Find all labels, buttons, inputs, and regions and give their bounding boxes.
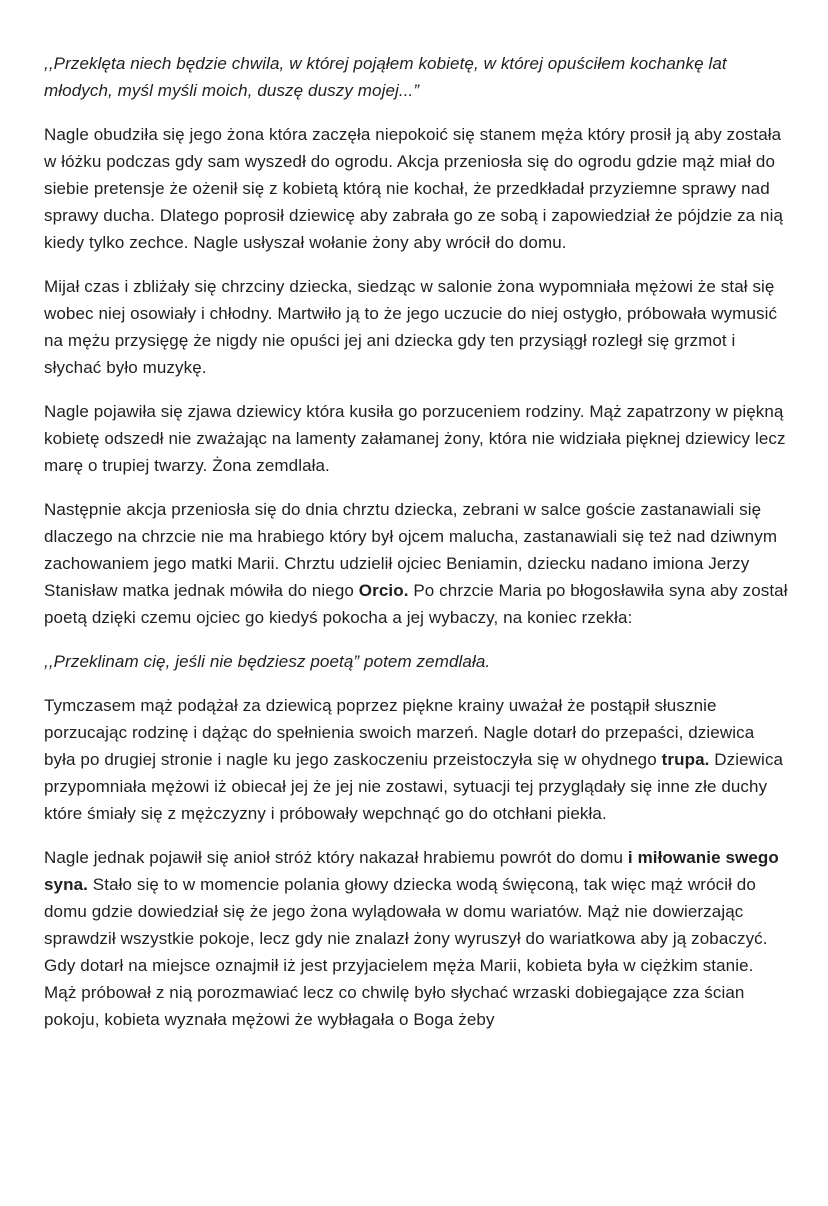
text-run: Nagle obudziła się jego żona która zaczęła niepokoić się stanem męża który prosił ją aby została w łóżku podczas gdy sam wyszedł do ogrodu. Akcja przeniosła się do ogrodu gdzie mąż miał do siebie pretensje że ożenił się z kobietą którą nie kochał, że przedkładał przyziemne sprawy nad sprawy ducha. Dlatego poprosił dziewicę aby zabrała go ze sobą i zapowiedział że pójdzie za nią kiedy tylko zechce. Nagle usłyszał wołanie żony aby wrócił do domu. xyxy=(44,125,784,252)
bold-text-run: Orcio. xyxy=(358,581,409,600)
paragraph xyxy=(44,844,790,1033)
quote-paragraph xyxy=(44,648,790,675)
text-run: Tymczasem mąż podążał za dziewicą poprzez piękne krainy uważał że postąpił słusznie porzucając rodzinę i dążąc do spełnienia swoich marzeń. Nagle dotarł do przepaści, dziewica była po drugiej stronie i nagle ku jego zaskoczeniu przeistoczyła się w ohydnego xyxy=(44,696,755,769)
text-run: Stało się to w momencie polania głowy dziecka wodą święconą, tak więc mąż wrócił do domu gdzie dowiedział się że jego żona wylądowała w domu wariatów. Mąż nie dowierzając sprawdził wszystkie pokoje, lecz gdy nie znalazł żony wyruszył do wariatkowa aby ją zobaczyć. Gdy dotarł na miejsce oznajmił iż jest przyjacielem męża Marii, kobieta była w ciężkim stanie. Mąż próbował z nią porozmawiać lecz co chwilę było słychać wrzaski dobiegające zza ścian pokoju, kobieta wyznała mężowi że wybłagała o Boga żeby xyxy=(44,875,768,1029)
quote-paragraph xyxy=(44,50,790,104)
text-run: Nagle pojawiła się zjawa dziewicy która kusiła go porzuceniem rodziny. Mąż zapatrzony w piękną kobietę odszedł nie zważając na lamenty załamanej żony, która nie widziała pięknej dziewicy lecz marę o trupiej twarzy. Żona zemdlała. xyxy=(44,402,786,475)
text-run: Następnie akcja przeniosła się do dnia chrztu dziecka, zebrani w salce goście zastanawiali się dlaczego na chrzcie nie ma hrabiego który był ojcem malucha, zastanawiali się też nad dziwnym zachowaniem jego matki Marii. Chrztu udzielił ojciec Beniamin, dziecku nadano imiona Jerzy Stanisław matka jednak mówiła do niego xyxy=(44,500,778,600)
paragraph xyxy=(44,398,790,479)
text-run: Mijał czas i zbliżały się chrzciny dziecka, siedząc w salonie żona wypomniała mężowi że stał się wobec niej osowiały i chłodny. Martwiło ją to że jego uczucie do niej ostygło, próbowała wymusić na mężu przysięgę że nigdy nie opuści jej ani dziecka gdy ten przysiągł rozległ się grzmot i słychać było muzykę. xyxy=(44,277,778,377)
text-run: Nagle jednak pojawił się anioł stróż który nakazał hrabiemu powrót do domu xyxy=(44,848,628,867)
text-run: Po chrzcie Maria po błogosławiła syna aby został poetą dzięki czemu ojciec go kiedyś pokocha a jej wybaczy, na koniec rzekła: xyxy=(44,581,788,627)
paragraph xyxy=(44,692,790,827)
paragraph xyxy=(44,273,790,381)
text-run: ,,Przeklinam cię, jeśli nie będziesz poetą” potem zemdlała. xyxy=(44,652,491,671)
text-run: Dziewica przypomniała mężowi iż obiecał jej że jej nie zostawi, sytuacji tej przyglądały się inne złe duchy które śmiały się z mężczyzny i próbowały wepchnąć go do otchłani piekła. xyxy=(44,750,784,823)
text-run: ,,Przeklęta niech będzie chwila, w której pojąłem kobietę, w której opuściłem kochankę lat młodych, myśl myśli moich, duszę duszy mojej...” xyxy=(44,54,727,100)
bold-text-run: trupa. xyxy=(661,750,710,769)
bold-text-run: i miłowanie swego syna. xyxy=(44,848,779,894)
paragraph xyxy=(44,496,790,631)
paragraph xyxy=(44,121,790,256)
